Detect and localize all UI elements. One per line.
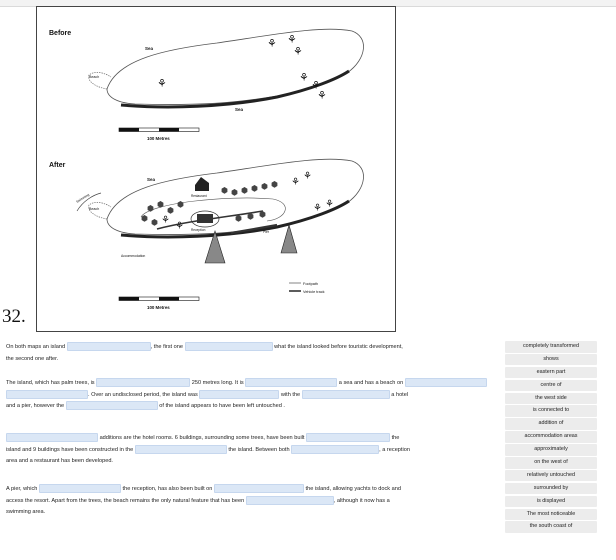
answer-gap-14[interactable] xyxy=(39,484,121,493)
hotel-room-icon: ⬢ xyxy=(151,218,158,227)
palm-tree-icon: ⚘ xyxy=(317,90,327,102)
option-tile[interactable]: on the west of xyxy=(505,457,597,469)
answer-gap-1[interactable] xyxy=(67,342,151,351)
hotel-room-icon: ⬢ xyxy=(247,212,254,221)
palm-tree-icon: ⚘ xyxy=(287,34,297,46)
option-tile[interactable]: the south coast of xyxy=(505,521,597,533)
hotel-room-icon: ⬢ xyxy=(157,200,164,209)
hotel-room-icon: ⬢ xyxy=(271,180,278,189)
hotel-room-icon: ⬢ xyxy=(241,186,248,195)
option-tile[interactable]: eastern part xyxy=(505,367,597,379)
legend-footpath: Footpath xyxy=(303,282,318,286)
option-tile[interactable]: the west side xyxy=(505,393,597,405)
answer-gap-6[interactable] xyxy=(6,390,88,399)
answer-gap-15[interactable] xyxy=(214,484,304,493)
legend-vehicle: Vehicle track xyxy=(303,290,325,294)
paragraph-3: additions are the hotel rooms. 6 buildings, surrounding some trees, have been built the island and 9 buildings have been constructed in the the island. Between both , a reception area and a restaurant has been developed. xyxy=(6,435,410,464)
hotel-room-icon: ⬢ xyxy=(259,210,266,219)
question-number: 32. xyxy=(2,306,26,327)
sea-label-before-top: Sea xyxy=(145,46,154,51)
paragraph-2: The island, which has palm trees, is 250 metres long. It is a sea and has a beach on . Over an undisclosed period, the island was with the a hotel and a pier, however the of the island appears to have been left untouched . xyxy=(6,378,498,413)
option-tile[interactable]: completely transformed xyxy=(505,341,597,353)
yacht-icon xyxy=(281,225,297,253)
option-tile[interactable]: The most noticeable xyxy=(505,509,597,521)
restaurant-label: Restaurant xyxy=(191,194,207,198)
answer-gap-11[interactable] xyxy=(306,433,390,442)
paragraph-1: On both maps an island , the first one what the island looked before touristic development, the second one after. xyxy=(6,344,403,362)
sea-label-before-bottom: Sea xyxy=(235,107,244,112)
option-tile[interactable]: is displayed xyxy=(505,496,597,508)
palm-tree-icon: ⚘ xyxy=(175,221,184,232)
palm-tree-icon: ⚘ xyxy=(291,177,300,188)
beach-label-before: Beach xyxy=(89,75,100,79)
scale-bar-before xyxy=(119,128,199,132)
swimming-label: Swimming xyxy=(75,192,90,204)
scale-bar-after xyxy=(119,297,199,301)
hotel-room-icon: ⬢ xyxy=(177,200,184,209)
answer-gap-4[interactable] xyxy=(245,378,337,387)
sea-label-after: Sea xyxy=(147,177,156,182)
hotel-room-icon: ⬢ xyxy=(221,186,228,195)
answer-gap-16[interactable] xyxy=(246,496,334,505)
option-tile[interactable]: centre of xyxy=(505,380,597,392)
hotel-room-icon: ⬢ xyxy=(147,204,154,213)
options-bank xyxy=(505,341,597,534)
answer-gap-5[interactable] xyxy=(405,378,487,387)
option-tile[interactable]: addition of xyxy=(505,418,597,430)
maps-figure xyxy=(36,6,396,332)
option-tile[interactable]: shows xyxy=(505,354,597,366)
palm-tree-icon: ⚘ xyxy=(303,171,312,182)
hotel-room-icon: ⬢ xyxy=(231,188,238,197)
hotel-room-icon: ⬢ xyxy=(261,182,268,191)
hotel-room-icon: ⬢ xyxy=(235,214,242,223)
palm-tree-icon: ⚘ xyxy=(157,78,167,90)
hotel-room-icon: ⬢ xyxy=(167,206,174,215)
answer-gap-3[interactable] xyxy=(96,378,190,387)
option-tile[interactable]: relatively untouched xyxy=(505,470,597,482)
answer-gap-2[interactable] xyxy=(185,342,273,351)
accommodation-label: Accommodation xyxy=(121,254,146,258)
option-tile[interactable]: approximately xyxy=(505,444,597,456)
paragraph-4: A pier, which the reception, has also been built on the island, allowing yachts to dock and access the resort. Apart from the trees, the beach remains the only natural feature that has been , although it now has a swimming area. xyxy=(6,486,401,515)
palm-tree-icon: ⚘ xyxy=(299,72,309,84)
answer-gap-9[interactable] xyxy=(66,401,158,410)
option-tile[interactable]: surrounded by xyxy=(505,483,597,495)
reception-label: Reception xyxy=(191,228,206,232)
answer-gap-7[interactable] xyxy=(199,390,279,399)
palm-tree-icon: ⚘ xyxy=(311,80,321,92)
beach-label-after: Beach xyxy=(89,207,100,211)
palm-tree-icon: ⚘ xyxy=(313,203,322,214)
option-tile[interactable]: is connected to xyxy=(505,405,597,417)
palm-tree-icon: ⚘ xyxy=(293,46,303,58)
answer-gap-8[interactable] xyxy=(302,390,390,399)
island-maps xyxy=(37,7,395,331)
hotel-room-icon: ⬢ xyxy=(141,214,148,223)
answer-gap-13[interactable] xyxy=(291,445,379,454)
palm-tree-icon: ⚘ xyxy=(267,38,277,50)
palm-tree-icon: ⚘ xyxy=(325,199,334,210)
after-title: After xyxy=(49,162,66,169)
palm-tree-icon: ⚘ xyxy=(161,215,170,226)
option-tile[interactable]: accommodation areas xyxy=(505,431,597,443)
hotel-room-icon: ⬢ xyxy=(251,184,258,193)
scale-label-before: 100 Metres xyxy=(147,136,170,141)
scale-label-after: 100 Metres xyxy=(147,305,170,310)
before-title: Before xyxy=(49,30,72,37)
answer-gap-10[interactable] xyxy=(6,433,98,442)
pier-label: Pier xyxy=(263,230,270,234)
map-legend xyxy=(289,282,325,294)
answer-gap-12[interactable] xyxy=(135,445,227,454)
